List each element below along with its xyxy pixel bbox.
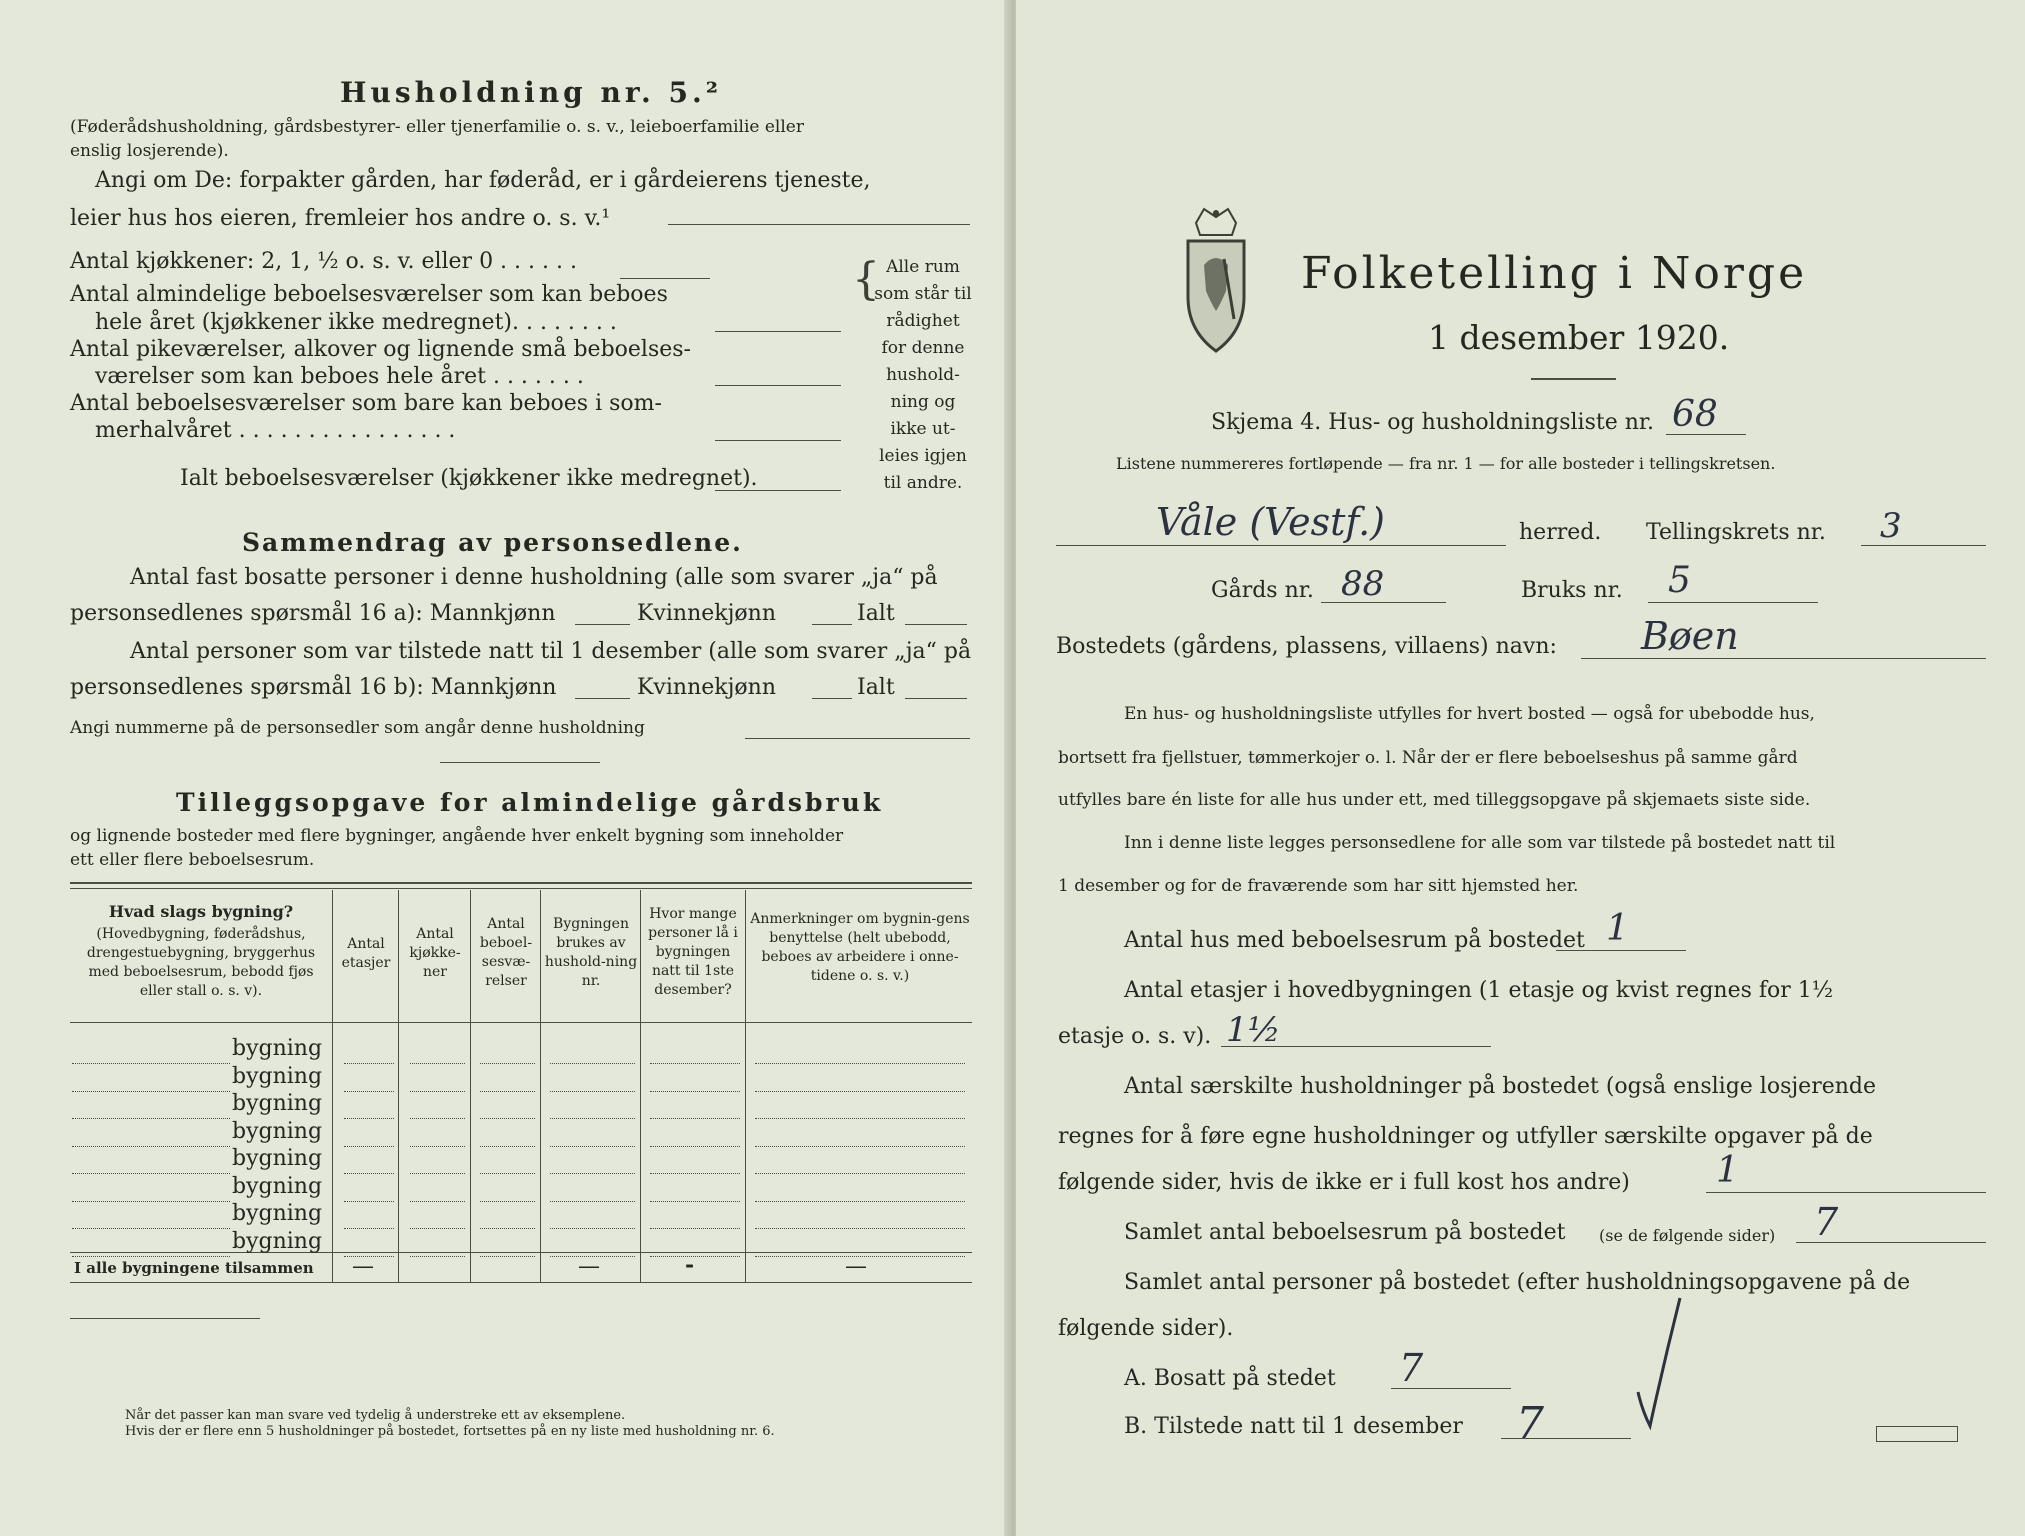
saer-line-2: regnes for å føre egne husholdninger og utfyller særskilte opgaver på de	[1058, 1124, 1873, 1149]
tillegg-title: Tilleggsopgave for almindelige gårdsbruk	[176, 788, 884, 817]
samlet-rum-note: (se de følgende sider)	[1599, 1226, 1776, 1245]
tillegg-line-1: og lignende bosteder med flere bygninger, angående hver enkelt bygning som inneholder	[70, 826, 844, 846]
saer-line-1: Antal særskilte husholdninger på bostedet (også enslige losjerende	[1124, 1074, 1877, 1099]
samlet-rum-label: Samlet antal beboelsesrum på bostedet	[1124, 1220, 1566, 1245]
summary-kvinne-1: Kvinnekjønn	[637, 601, 776, 626]
tilstede-label: B. Tilstede natt til 1 desember	[1124, 1414, 1463, 1439]
footnote-2: Hvis der er flere enn 5 husholdninger på bostedet, fortsettes på en ny liste med husholdning nr. 6.	[125, 1424, 775, 1439]
etasjer-line-1: Antal etasjer i hovedbygningen (1 etasje og kvist regnes for 1½	[1124, 978, 1834, 1003]
table-row-label: bygning	[232, 1118, 323, 1144]
herred-label: herred.	[1519, 520, 1602, 545]
rooms-line-4: Antal pikeværelser, alkover og lignende små beboelses-	[70, 337, 691, 362]
table-row-label: bygning	[232, 1036, 323, 1061]
col-head-etasjer: Antal etasjer	[341, 936, 391, 971]
bruks-value: 5	[1668, 560, 1691, 601]
table-row-label: bygning	[232, 1063, 323, 1089]
bosted-label: Bostedets (gårdens, plassens, villaens) navn:	[1056, 634, 1557, 659]
summary-kvinne-2: Kvinnekjønn	[637, 675, 776, 700]
gards-label: Gårds nr.	[1211, 578, 1314, 603]
hus-value: 1	[1606, 908, 1629, 949]
krets-value: 3	[1880, 506, 1902, 546]
footnote-1: Når det passer kan man svare ved tydelig å understreke ett av eksemplene.	[125, 1408, 626, 1423]
check-mark-icon	[1628, 1292, 1692, 1442]
skjema-number: 68	[1672, 394, 1718, 435]
etasjer-line-2: etasje o. s. v).	[1058, 1024, 1212, 1049]
table-row-label: bygning	[232, 1146, 323, 1171]
para1-line-2: bortsett fra fjellstuer, tømmerkojer o. l. Når der er flere beboelseshus på samme gård	[1058, 748, 1798, 768]
samlet-pers-line-1: Samlet antal personer på bostedet (efter husholdningsopgavene på de	[1124, 1270, 1911, 1295]
col-head-type-note: (Hovedbygning, føderådshus, drengestuebygning, bryggerhus med beboelsesrum, bebodd fjøs eller stall o. s. v).	[86, 926, 316, 999]
summary-line-2: personsedlenes spørsmål 16 a): Mannkjønn	[70, 601, 556, 626]
para2-line-1: Inn i denne liste legges personsedlene for alle som var tilstede på bostedet natt til	[1124, 833, 1836, 853]
table-row-label: bygning	[232, 1201, 323, 1226]
herred-value: Våle (Vestf.)	[1156, 500, 1385, 544]
table-row-label: bygning	[232, 1228, 323, 1254]
printer-stamp	[1876, 1426, 1958, 1442]
etasjer-value: 1½	[1226, 1010, 1281, 1050]
summary-line-1: Antal fast bosatte personer i denne husholdning (alle som svarer „ja“ på	[130, 565, 938, 590]
para2-line-2: 1 desember og for de fraværende som har sitt hjemsted her.	[1058, 876, 1579, 896]
skjema-label: Skjema 4. Hus- og husholdningsliste nr.	[1211, 410, 1654, 435]
rooms-line-5: værelser som kan beboes hele året . . . . . . .	[95, 364, 584, 389]
census-title: Folketelling i Norge	[1301, 248, 1808, 299]
bosatt-value: 7	[1399, 1346, 1424, 1390]
table-row-label: bygning	[232, 1173, 323, 1199]
table-row-label: bygning	[232, 1091, 323, 1116]
intro-line-2: enslig losjerende).	[70, 141, 229, 161]
total-etasjer: —	[352, 1254, 374, 1279]
col-head-type: Hvad slags bygning?	[108, 902, 294, 921]
col-head-husholdning: Bygningen brukes av hushold-ning nr.	[544, 916, 638, 989]
brace: {	[852, 254, 880, 305]
census-date: 1 desember 1920.	[1428, 318, 1730, 357]
col-head-personer: Hvor mange personer lå i bygningen natt til 1ste desember?	[648, 906, 738, 998]
total-anmerkninger: —	[845, 1254, 867, 1279]
bosted-value: Bøen	[1641, 614, 1739, 658]
summary-nummerne: Angi nummerne på de personsedler som angår denne husholdning	[70, 718, 645, 738]
left-page	[0, 0, 1012, 1536]
rooms-line-6: Antal beboelsesværelser som bare kan beboes i som-	[70, 391, 662, 416]
summary-line-3: Antal personer som var tilstede natt til 1 desember (alle som svarer „ja“ på	[130, 639, 972, 664]
angi-line-1: Angi om De: forpakter gården, har føderåd, er i gårdeierens tjeneste,	[95, 168, 871, 193]
samlet-rum-value: 7	[1814, 1200, 1839, 1244]
bosatt-label: A. Bosatt på stedet	[1124, 1366, 1336, 1391]
summary-line-4: personsedlenes spørsmål 16 b): Mannkjønn	[70, 675, 557, 700]
rooms-line-3: hele året (kjøkkener ikke medregnet). . . . . . . .	[95, 310, 617, 335]
krets-label: Tellingskrets nr.	[1646, 520, 1826, 545]
summary-ialt-2: Ialt	[857, 675, 895, 700]
hus-label: Antal hus med beboelsesrum på bostedet	[1124, 928, 1585, 953]
listene-note: Listene nummereres fortløpende — fra nr. 1 — for alle bosteder i tellingskretsen.	[1116, 454, 1776, 473]
sidenote: Alle rum som står til rådighet for denne hushold- ning og ikke ut- leies igjen til andre.	[874, 257, 972, 493]
rooms-line-7: merhalvåret . . . . . . . . . . . . . . . .	[95, 418, 456, 443]
col-head-anmerkninger: Anmerkninger om bygnin-gens benyttelse (helt ubebodd, beboes av arbeidere i onne-tidene o. s. v.)	[750, 911, 970, 984]
bruks-label: Bruks nr.	[1521, 578, 1623, 603]
saer-value: 1	[1716, 1150, 1739, 1191]
col-head-beboelsesvaerelser: Antal beboel-sesvæ-relser	[479, 916, 533, 989]
norway-coat-of-arms-icon	[1176, 205, 1256, 355]
rooms-line-2: Antal almindelige beboelsesværelser som kan beboes	[70, 282, 668, 307]
summary-ialt-1: Ialt	[857, 601, 895, 626]
tillegg-line-2: ett eller flere beboelsesrum.	[70, 850, 315, 870]
angi-line-2: leier hus hos eieren, fremleier hos andre o. s. v.¹	[70, 206, 611, 231]
total-personer: -	[685, 1252, 695, 1278]
right-page	[1016, 0, 2025, 1536]
summary-title: Sammendrag av personsedlene.	[242, 528, 743, 557]
intro-line-1: (Føderådshusholdning, gårdsbestyrer- eller tjenerfamilie o. s. v., leieboerfamilie eller	[70, 117, 804, 137]
para1-line-1: En hus- og husholdningsliste utfylles for hvert bosted — også for ubebodde hus,	[1124, 704, 1815, 724]
saer-line-3: følgende sider, hvis de ikke er i full kost hos andre)	[1058, 1170, 1630, 1195]
gards-value: 88	[1341, 564, 1385, 604]
total-husholdning: —	[578, 1254, 600, 1279]
para1-line-3: utfylles bare én liste for alle hus under ett, med tilleggsopgave på skjemaets siste side.	[1058, 790, 1811, 810]
total-label: I alle bygningene tilsammen	[74, 1259, 314, 1277]
tilstede-value: 7	[1516, 1398, 1544, 1449]
col-head-kjokkener: Antal kjøkke-ner	[409, 926, 461, 980]
rooms-line-1: Antal kjøkkener: 2, 1, ½ o. s. v. eller 0 . . . . . .	[70, 249, 577, 274]
ialt-line: Ialt beboelsesværelser (kjøkkener ikke medregnet).	[180, 466, 758, 491]
household-title: Husholdning nr. 5.²	[340, 76, 723, 109]
samlet-pers-line-2: følgende sider).	[1058, 1316, 1234, 1341]
